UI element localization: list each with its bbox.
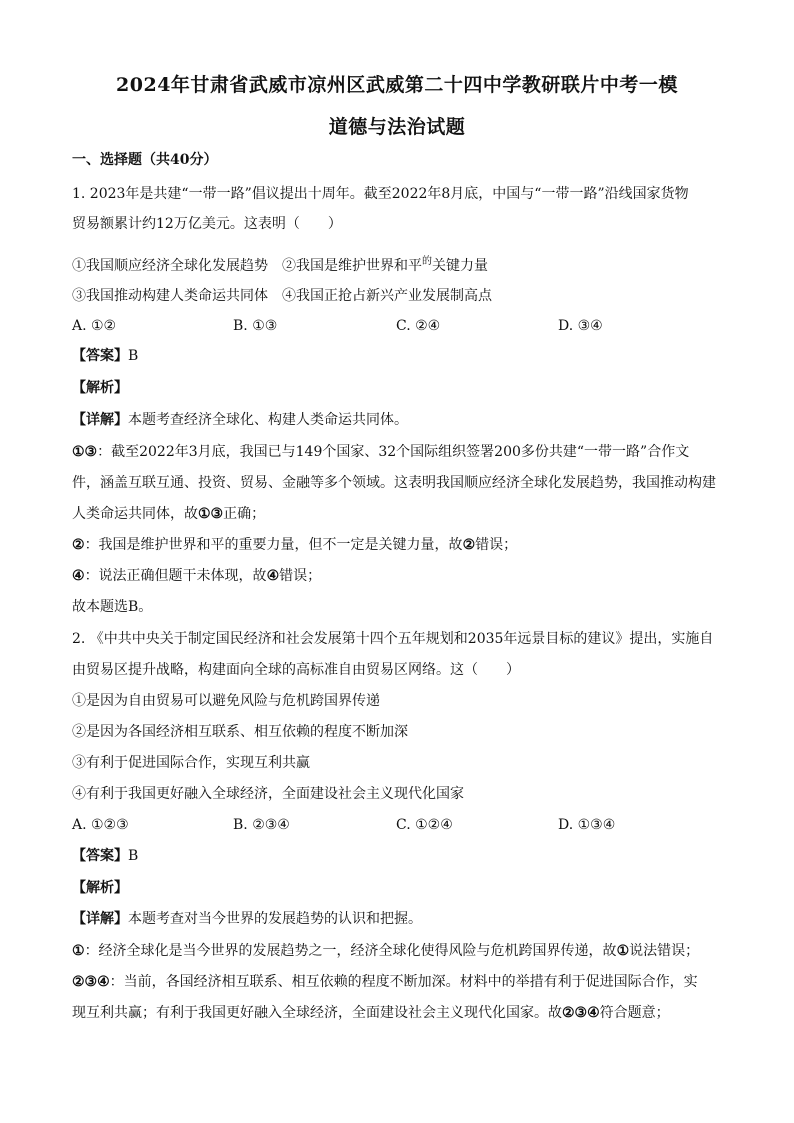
q1-option-a: A. ①② [72, 318, 117, 334]
q2-exp2-line2 [72, 1003, 722, 1023]
q1-exp3 [72, 566, 722, 586]
q2-item-1: ①是因为自由贸易可以避免风险与危机跨国界传递 [72, 693, 380, 709]
q2-item-2: ②是因为各国经济相互联系、相互依赖的程度不断加深 [72, 724, 408, 740]
q1-exp1-line3-text: 人类命运共同体，故 [72, 506, 198, 522]
q1-exp2-tag2: ② [462, 537, 476, 553]
q1-answer [72, 346, 722, 366]
q1-exp1-text: ：截至2022年3月底，我国已与149个国家、32个国际组织签署200多份共建“一带一路”合作文 [97, 444, 690, 460]
exam-title: 2024年甘肃省武威市凉州区武威第二十四中学教研联片中考一模 [116, 74, 678, 96]
q1-exp2-end: 错误； [475, 537, 518, 553]
q2-option-c: C. ①②④ [396, 817, 453, 833]
q1-analysis-tag: 【解析】 [72, 380, 128, 396]
q1-item-text-end: 关键力量 [432, 258, 488, 274]
q1-answer-value: B [128, 348, 139, 364]
q1-exp1-line3 [72, 504, 722, 524]
q2-item-4: ④有利于我国更好融入全球经济，全面建设社会主义现代化国家 [72, 786, 464, 802]
q2-exp2-line2-tag: ②③④ [562, 1005, 600, 1021]
q2-detail-tag: 【详解】 [72, 911, 128, 927]
q1-option-b: B. ①③ [233, 318, 278, 334]
q1-item-sup: 的 [422, 256, 432, 267]
q2-exp1 [72, 941, 722, 961]
q1-exp1-line3-tag: ①③ [198, 506, 224, 522]
q1-items-line1 [72, 252, 722, 276]
q2-exp1-text: ：经济全球化是当今世界的发展趋势之一，经济全球化使得风险与危机跨国界传递，故 [84, 943, 617, 959]
q1-exp1-line2: 件，涵盖互联互通、投资、贸易、金融等多个领域。这表明我国顺应经济全球化发展趋势，我国推动构建 [72, 475, 716, 491]
q2-analysis-tag: 【解析】 [72, 880, 128, 896]
q1-exp1-line1 [72, 442, 722, 462]
q2-answer-tag: 【答案】 [72, 848, 128, 864]
q1-conclusion: 故本题选B。 [72, 599, 153, 615]
q2-option-a: A. ①②③ [72, 817, 129, 833]
q1-items-line2: ③我国推动构建人类命运共同体 ④我国正抢占新兴产业发展制高点 [72, 288, 492, 304]
section-heading: 一、选择题（共40分） [72, 152, 218, 168]
q1-exp3-tag: ④ [72, 568, 85, 584]
q1-detail [72, 410, 722, 430]
q2-exp1-end: 说法错误； [629, 943, 700, 959]
q2-exp2-line2-text: 现互利共赢；有利于我国更好融入全球经济，全面建设社会主义现代化国家。故 [72, 1005, 562, 1021]
q1-option-d: D. ③④ [558, 318, 603, 334]
q2-option-b: B. ②③④ [233, 817, 290, 833]
q1-item-text: ①我国顺应经济全球化发展趋势 ②我国是维护世界和平 [72, 258, 422, 274]
q1-exp1-tag: ①③ [72, 444, 98, 460]
q1-exp2-text: ：我国是维护世界和平的重要力量，但不一定是关键力量，故 [84, 537, 463, 553]
q2-answer-value: B [128, 848, 139, 864]
q2-exp1-tag: ① [72, 943, 85, 959]
q2-answer [72, 846, 722, 866]
q2-exp1-tag2: ① [616, 943, 630, 959]
q1-detail-text: 本题考查经济全球化、构建人类命运共同体。 [128, 412, 408, 428]
q2-stem-line1: 2. 《中共中央关于制定国民经济和社会发展第十四个五年规划和2035年远景目标的建议》提出，实施自 [72, 631, 714, 647]
q1-detail-tag: 【详解】 [72, 412, 128, 428]
q2-exp2-line2-end: 符合题意； [599, 1005, 670, 1021]
q2-exp2-tag: ②③④ [72, 974, 110, 990]
q2-detail [72, 909, 722, 929]
exam-subtitle: 道德与法治试题 [328, 116, 466, 138]
q1-stem-line1: 1. 2023年是共建“一带一路”倡议提出十周年。截至2022年8月底，中国与“一带一路”沿线国家货物 [72, 186, 689, 202]
q1-answer-tag: 【答案】 [72, 348, 128, 364]
q1-exp1-line3-end: 正确； [223, 506, 266, 522]
q1-exp3-tag2: ④ [266, 568, 280, 584]
q2-stem-line2: 由贸易区提升战略，构建面向全球的高标准自由贸易区网络。这（ ） [72, 662, 520, 678]
q1-exp2-tag: ② [72, 537, 85, 553]
q1-exp2 [72, 535, 722, 555]
q1-exp3-end: 错误； [279, 568, 322, 584]
q2-exp2-text: ：当前，各国经济相互联系、相互依赖的程度不断加深。材料中的举措有利于促进国际合作，实 [109, 974, 698, 990]
q2-exp2-line1 [72, 972, 722, 992]
q2-item-3: ③有利于促进国际合作，实现互利共赢 [72, 755, 310, 771]
q2-option-d: D. ①③④ [558, 817, 616, 833]
q2-detail-text: 本题考查对当今世界的发展趋势的认识和把握。 [128, 911, 422, 927]
q1-option-c: C. ②④ [396, 318, 441, 334]
q1-stem-line2: 贸易额累计约12万亿美元。这表明（ ） [72, 216, 342, 232]
q1-exp3-text: ：说法正确但题干未体现，故 [84, 568, 267, 584]
